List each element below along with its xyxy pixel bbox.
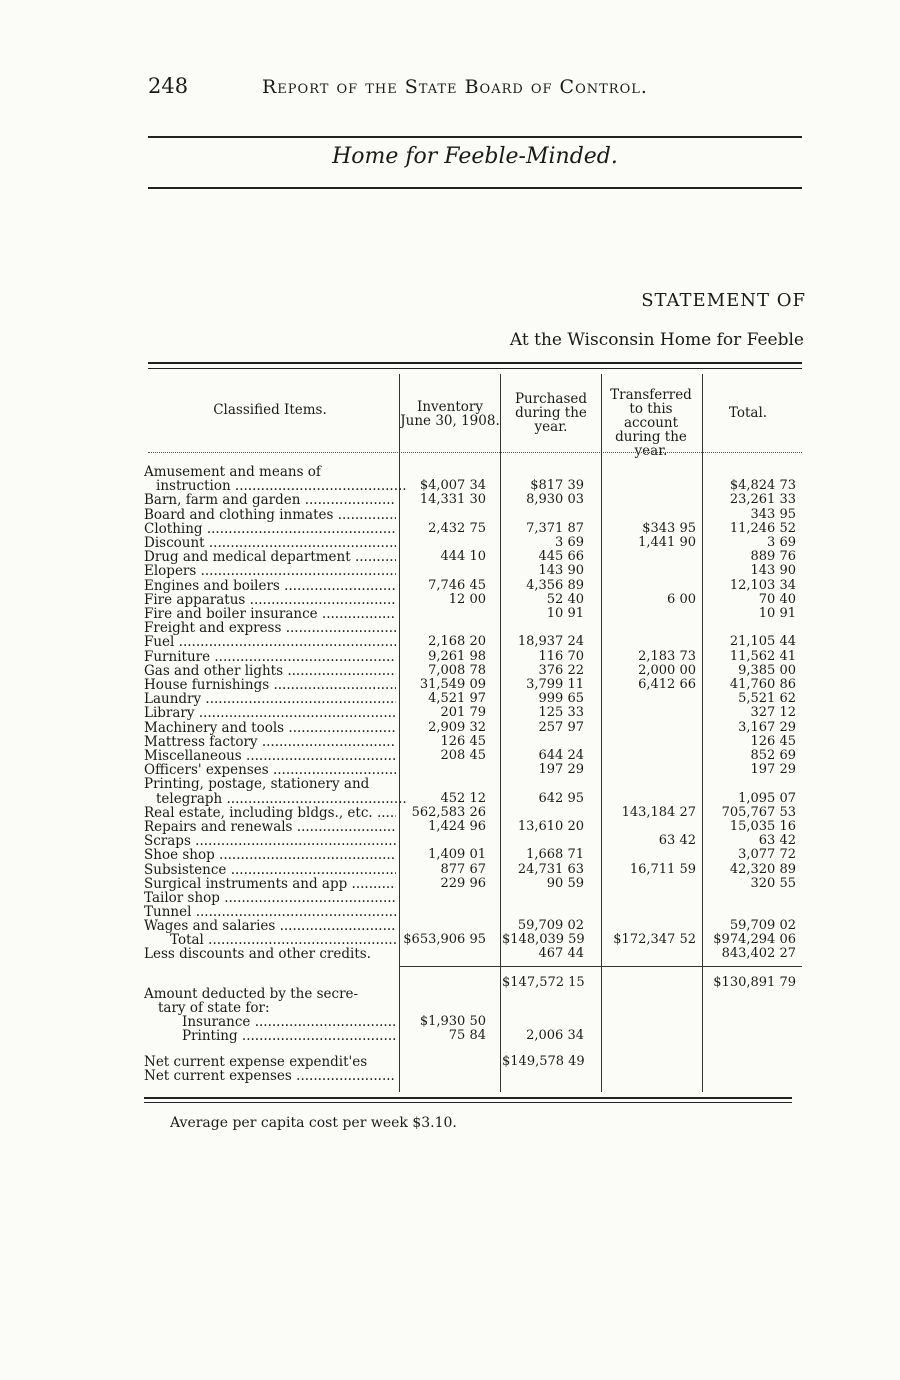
table-row [144,635,804,649]
cell-total: 12,103 34 [729,578,796,593]
cell-purchased: 3,799 11 [526,677,584,692]
row-label: Clothing ..... [144,522,396,536]
cell-total: 9,385 00 [738,663,796,678]
cell-purchased: 90 59 [546,876,584,891]
table-bottom-rule [144,1097,792,1099]
cell-total: 41,760 86 [729,677,796,692]
table-row [144,877,804,891]
cell-purchased: $148,039 59 [502,932,585,947]
row-label: Less discounts and other credits. [144,947,371,961]
col-header-inventory: Inventory June 30, 1908. [400,399,500,429]
cell-inventory: 1,424 96 [428,819,486,834]
cell-total: 843,402 27 [721,946,796,961]
deducted-label-1 [144,987,804,1001]
cell-total: 59,709 02 [729,918,796,933]
table-row [144,678,804,692]
cell-purchased: 376 22 [538,663,584,678]
cell-purchased: 4,356 89 [526,578,584,593]
cell-inventory: 2,168 20 [428,634,486,649]
table-row [144,579,804,593]
table-row [144,508,804,522]
cell-purchased: 3 69 [555,535,584,550]
cell-total: 889 76 [750,549,796,564]
row-label: Tailor shop ..... [144,891,396,905]
table-row [144,621,804,635]
row-label: Amusement and means of [144,465,321,479]
table-row [144,664,804,678]
cell-total: 11,246 52 [729,521,796,536]
cell-inventory: 75 84 [448,1028,486,1043]
table-row [144,479,804,493]
table-row [144,522,804,536]
table-row [144,607,804,621]
cell-inventory: $1,930 50 [419,1014,486,1029]
cell-purchased: $149,578 49 [502,1054,585,1069]
row-net-current [144,1069,804,1083]
table-row [144,536,804,550]
cell-transferred: 2,183 73 [638,649,696,664]
cell-inventory: 877 67 [440,862,486,877]
row-label: Furniture ..... [144,650,396,664]
row-label: House furnishings ..... [144,678,396,692]
row-label: Mattress factory ..... [144,735,396,749]
cell-transferred: $343 95 [642,521,696,536]
cell-inventory: 208 45 [440,748,486,763]
row-label: Freight and express ..... [144,621,396,635]
cell-inventory: 31,549 09 [419,677,486,692]
cell-total: 320 55 [750,876,796,891]
row-label: Printing, postage, stationery and [144,777,370,791]
cell-purchased: $817 39 [530,478,584,493]
row-label: Engines and boilers ..... [144,579,396,593]
row-label: Wages and salaries ..... [144,919,396,933]
cell-inventory: 7,008 78 [428,663,486,678]
cell-total: 63 42 [758,833,796,848]
header-separator [148,452,802,453]
cell-purchased: 2,006 34 [526,1028,584,1043]
cell-purchased: 18,937 24 [517,634,584,649]
cell-inventory: 229 96 [440,876,486,891]
cell-total: 5,521 62 [738,691,796,706]
row-label: tary of state for: [158,1001,270,1015]
table-row [144,919,804,933]
table-row [144,806,804,820]
table-bottom-rule-2 [144,1102,792,1103]
footnote: Average per capita cost per week $3.10. [170,1115,457,1131]
page-number: 248 [148,74,189,98]
cell-purchased: 10 91 [546,606,584,621]
row-label: Discount ..... [144,536,396,550]
row-label: Barn, farm and garden ..... [144,493,396,507]
table-row [144,905,804,919]
cell-purchased: 116 70 [538,649,584,664]
cell-inventory: 444 10 [440,549,486,564]
row-label: Fuel ..... [144,635,396,649]
table-row [144,692,804,706]
cell-inventory: 4,521 97 [428,691,486,706]
cell-purchased: 257 97 [538,720,584,735]
cell-total: 1,095 07 [738,791,796,806]
table-row [144,493,804,507]
cell-total: 21,105 44 [729,634,796,649]
cell-total: 42,320 89 [729,862,796,877]
row-label: Amount deducted by the secre- [144,987,359,1001]
cell-purchased: 642 95 [538,791,584,806]
row-label: Surgical instruments and app ..... [144,877,396,891]
cell-transferred: $172,347 52 [613,932,696,947]
table-row [144,848,804,862]
table-row [144,650,804,664]
cell-total: 705,767 53 [721,805,796,820]
cell-purchased: 8,930 03 [526,492,584,507]
cell-inventory: $4,007 34 [419,478,486,493]
cell-total: 3 69 [767,535,796,550]
table-row [144,735,804,749]
row-label: Real estate, including bldgs., etc. ..... [144,806,396,820]
cell-inventory: 452 12 [440,791,486,806]
row-label: Board and clothing inmates ..... [144,508,396,522]
table-row [144,777,804,791]
cell-total: $4,824 73 [729,478,796,493]
cell-inventory: 1,409 01 [428,847,486,862]
cell-inventory: 12 00 [448,592,486,607]
cell-purchased: 999 65 [538,691,584,706]
cell-transferred: 16,711 59 [629,862,696,877]
cell-purchased: $147,572 15 [502,975,585,990]
cell-purchased: 125 33 [538,705,584,720]
cell-purchased: 197 29 [538,762,584,777]
cell-purchased: 467 44 [538,946,584,961]
row-label: Elopers ..... [144,564,396,578]
subtotal-rule [400,966,802,967]
row-label: Fire apparatus ..... [144,593,396,607]
row-printing [144,1029,804,1043]
col-header-transferred: Transferred to this account during the year. [610,387,692,459]
row-total [144,933,804,947]
row-label: Repairs and renewals ..... [144,820,396,834]
table-row [144,834,804,848]
section-title: Home for Feeble-Minded. [332,144,618,169]
table-row [144,465,804,479]
cell-transferred: 6 00 [667,592,696,607]
statement-subtitle: At the Wisconsin Home for Feeble [509,330,804,350]
cell-total: $974,294 06 [713,932,796,947]
table-row [144,792,804,806]
cell-transferred: 6,412 66 [638,677,696,692]
cell-total: 23,261 33 [729,492,796,507]
cell-total: 3,077 72 [738,847,796,862]
col-header-total: Total. [728,405,768,421]
row-label: Scraps ..... [144,834,396,848]
cell-total: 15,035 16 [729,819,796,834]
row-label: telegraph ..... [144,792,408,806]
cell-transferred: 1,441 90 [638,535,696,550]
statement-title: STATEMENT OF [641,290,806,311]
cell-inventory: 562,583 26 [411,805,486,820]
cell-total: 852 69 [750,748,796,763]
table-row [144,564,804,578]
row-label: instruction ..... [144,479,408,493]
cell-purchased: 24,731 63 [517,862,584,877]
cell-purchased: 445 66 [538,549,584,564]
cell-total: 343 95 [750,507,796,522]
table-row [144,820,804,834]
table-row [144,721,804,735]
cell-total: 10 91 [758,606,796,621]
cell-total: 70 40 [758,592,796,607]
row-insurance [144,1015,804,1029]
table-row [144,863,804,877]
cell-total: 143 90 [750,563,796,578]
cell-purchased: 1,668 71 [526,847,584,862]
cell-inventory: 7,746 45 [428,578,486,593]
cell-inventory: 14,331 30 [419,492,486,507]
table-row [144,763,804,777]
row-less [144,947,804,961]
cell-transferred: 143,184 27 [621,805,696,820]
cell-purchased: 644 24 [538,748,584,763]
row-label: Subsistence ..... [144,863,396,877]
col-header-purchased: Purchased during the year. [514,391,588,435]
cell-inventory: 2,909 32 [428,720,486,735]
table-row [144,891,804,905]
table-row [144,593,804,607]
cell-transferred: 2,000 00 [638,663,696,678]
row-label: Drug and medical department ..... [144,550,396,564]
row-net-expend [144,1055,804,1069]
row-label: Total ..... [144,933,396,947]
cell-purchased: 143 90 [538,563,584,578]
row-label: Insurance ..... [144,1015,396,1029]
row-label: Shoe shop ..... [144,848,396,862]
cell-total: 3,167 29 [738,720,796,735]
cell-inventory: 2,432 75 [428,521,486,536]
running-head: Report of the State Board of Control. [262,76,648,98]
row-label: Miscellaneous ..... [144,749,396,763]
row-label: Laundry ..... [144,692,396,706]
row-label: Officers' expenses ..... [144,763,396,777]
row-label: Printing ..... [144,1029,396,1043]
row-label: Net current expenses ..... [144,1069,396,1083]
row-label: Library ..... [144,706,396,720]
table-row [144,706,804,720]
row-label: Tunnel ..... [144,905,396,919]
cell-purchased: 59,709 02 [517,918,584,933]
row-label: Gas and other lights ..... [144,664,396,678]
table-row [144,749,804,763]
cell-inventory: 201 79 [440,705,486,720]
col-header-items: Classified Items. [213,402,327,418]
cell-inventory: 9,261 98 [428,649,486,664]
cell-total: 11,562 41 [729,649,796,664]
deducted-label-2 [144,1001,804,1015]
row-label: Machinery and tools ..... [144,721,396,735]
cell-total: 327 12 [750,705,796,720]
cell-inventory: $653,906 95 [403,932,486,947]
table-row [144,550,804,564]
cell-total: 197 29 [750,762,796,777]
cell-inventory: 126 45 [440,734,486,749]
cell-total: 126 45 [750,734,796,749]
cell-total: $130,891 79 [713,975,796,990]
row-label: Fire and boiler insurance ..... [144,607,396,621]
cell-purchased: 13,610 20 [517,819,584,834]
cell-purchased: 52 40 [546,592,584,607]
row-label: Net current expense expendit'es [144,1055,368,1069]
cell-transferred: 63 42 [658,833,696,848]
cell-purchased: 7,371 87 [526,521,584,536]
